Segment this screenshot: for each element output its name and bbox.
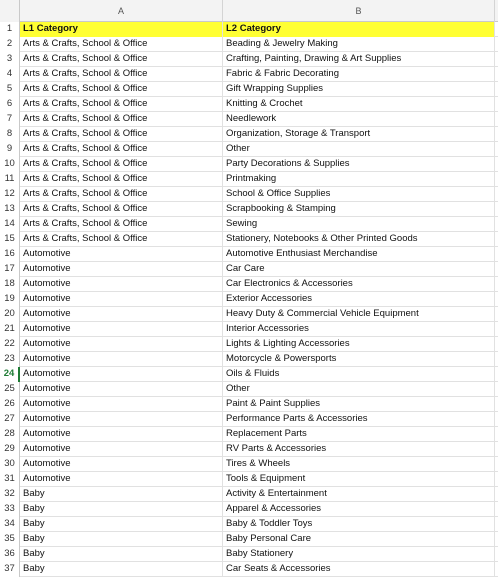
cell-l1-category[interactable]: Automotive — [20, 337, 223, 352]
row-number[interactable]: 15 — [0, 232, 20, 247]
table-row — [0, 292, 498, 307]
table-row — [0, 412, 498, 427]
cell-l2-category[interactable]: Activity & Entertainment — [223, 487, 495, 502]
cell-l2-category[interactable]: Paint & Paint Supplies — [223, 397, 495, 412]
row-number[interactable]: 3 — [0, 52, 20, 67]
table-row — [0, 97, 498, 112]
row-number[interactable]: 21 — [0, 322, 20, 337]
table-row — [0, 472, 498, 487]
table-row — [0, 307, 498, 322]
cell-l1-category[interactable]: Automotive — [20, 367, 223, 382]
cell-l1-category[interactable]: Arts & Crafts, School & Office — [20, 202, 223, 217]
cell-l1-category[interactable]: Arts & Crafts, School & Office — [20, 217, 223, 232]
cell-l2-category[interactable]: Automotive Enthusiast Merchandise — [223, 247, 495, 262]
cell-l1-category[interactable]: Arts & Crafts, School & Office — [20, 67, 223, 82]
row-number[interactable]: 29 — [0, 442, 20, 457]
cell-l1-category[interactable]: Arts & Crafts, School & Office — [20, 112, 223, 127]
cell-l2-category[interactable]: School & Office Supplies — [223, 187, 495, 202]
row-number[interactable]: 9 — [0, 142, 20, 157]
row-number[interactable]: 1 — [0, 22, 20, 37]
cell-l2-category[interactable]: Apparel & Accessories — [223, 502, 495, 517]
cell-l2-category[interactable]: Tools & Equipment — [223, 472, 495, 487]
cell-l2-category[interactable]: Knitting & Crochet — [223, 97, 495, 112]
cell-l2-category[interactable]: Car Seats & Accessories — [223, 562, 495, 577]
table-row — [0, 142, 498, 157]
row-number[interactable]: 2 — [0, 37, 20, 52]
row-number[interactable]: 35 — [0, 532, 20, 547]
row-number[interactable]: 22 — [0, 337, 20, 352]
cell-l1-category[interactable]: Baby — [20, 562, 223, 577]
cell-l2-category[interactable]: Fabric & Fabric Decorating — [223, 67, 495, 82]
header-cell-l2[interactable]: L2 Category — [223, 22, 495, 37]
table-row — [0, 172, 498, 187]
cell-l1-category[interactable]: Automotive — [20, 397, 223, 412]
row-number[interactable]: 28 — [0, 427, 20, 442]
row-number[interactable]: 6 — [0, 97, 20, 112]
cell-l2-category[interactable]: Interior Accessories — [223, 322, 495, 337]
cell-l2-category[interactable]: Baby Stationery — [223, 547, 495, 562]
table-row — [0, 67, 498, 82]
cell-l2-category[interactable]: Printmaking — [223, 172, 495, 187]
table-row — [0, 82, 498, 97]
table-row — [0, 127, 498, 142]
cell-l2-category[interactable]: Motorcycle & Powersports — [223, 352, 495, 367]
table-row — [0, 217, 498, 232]
header-row — [0, 22, 498, 37]
row-number[interactable]: 11 — [0, 172, 20, 187]
cell-l2-category[interactable]: Oils & Fluids — [223, 367, 495, 382]
table-row — [0, 52, 498, 67]
cell-l1-category[interactable]: Arts & Crafts, School & Office — [20, 142, 223, 157]
cell-l1-category[interactable]: Arts & Crafts, School & Office — [20, 82, 223, 97]
cell-l2-category[interactable]: Baby & Toddler Toys — [223, 517, 495, 532]
table-row — [0, 277, 498, 292]
cell-l2-category[interactable]: Heavy Duty & Commercial Vehicle Equipment — [223, 307, 495, 322]
row-number[interactable]: 36 — [0, 547, 20, 562]
cell-l1-category[interactable]: Baby — [20, 502, 223, 517]
cell-l2-category[interactable]: RV Parts & Accessories — [223, 442, 495, 457]
table-row — [0, 442, 498, 457]
cell-l2-category[interactable]: Exterior Accessories — [223, 292, 495, 307]
table-row — [0, 532, 498, 547]
cell-l1-category[interactable]: Automotive — [20, 442, 223, 457]
row-number[interactable]: 24 — [0, 367, 20, 382]
table-row — [0, 547, 498, 562]
cell-l2-category[interactable]: Replacement Parts — [223, 427, 495, 442]
table-row — [0, 457, 498, 472]
table-row — [0, 322, 498, 337]
cell-l1-category[interactable]: Automotive — [20, 457, 223, 472]
table-row — [0, 157, 498, 172]
row-number[interactable]: 12 — [0, 187, 20, 202]
cell-l2-category[interactable]: Lights & Lighting Accessories — [223, 337, 495, 352]
table-row — [0, 502, 498, 517]
sheet-rows — [0, 22, 498, 577]
cell-l2-category[interactable]: Baby Personal Care — [223, 532, 495, 547]
cell-l1-category[interactable]: Baby — [20, 547, 223, 562]
cell-l2-category[interactable]: Gift Wrapping Supplies — [223, 82, 495, 97]
row-number[interactable]: 27 — [0, 412, 20, 427]
cell-l1-category[interactable]: Automotive — [20, 292, 223, 307]
cell-l1-category[interactable]: Arts & Crafts, School & Office — [20, 97, 223, 112]
row-number[interactable]: 13 — [0, 202, 20, 217]
row-number[interactable]: 16 — [0, 247, 20, 262]
cell-l1-category[interactable]: Automotive — [20, 262, 223, 277]
table-row — [0, 487, 498, 502]
table-row — [0, 352, 498, 367]
cell-l2-category[interactable]: Car Care — [223, 262, 495, 277]
cell-l1-category[interactable]: Automotive — [20, 307, 223, 322]
table-row — [0, 397, 498, 412]
table-row — [0, 112, 498, 127]
cell-l2-category[interactable]: Party Decorations & Supplies — [223, 157, 495, 172]
cell-l1-category[interactable]: Automotive — [20, 382, 223, 397]
row-number[interactable]: 10 — [0, 157, 20, 172]
cell-l1-category[interactable]: Arts & Crafts, School & Office — [20, 172, 223, 187]
row-number[interactable]: 25 — [0, 382, 20, 397]
cell-l2-category[interactable]: Needlework — [223, 112, 495, 127]
cell-l2-category[interactable]: Tires & Wheels — [223, 457, 495, 472]
row-number[interactable]: 30 — [0, 457, 20, 472]
row-number[interactable]: 32 — [0, 487, 20, 502]
cell-l2-category[interactable]: Sewing — [223, 217, 495, 232]
row-number[interactable]: 37 — [0, 562, 20, 577]
cell-l2-category[interactable]: Other — [223, 382, 495, 397]
cell-l1-category[interactable]: Baby — [20, 487, 223, 502]
row-number[interactable]: 14 — [0, 217, 20, 232]
cell-l1-category[interactable]: Arts & Crafts, School & Office — [20, 37, 223, 52]
cell-l2-category[interactable]: Stationery, Notebooks & Other Printed Goods — [223, 232, 495, 247]
row-number[interactable]: 31 — [0, 472, 20, 487]
cell-l1-category[interactable]: Automotive — [20, 427, 223, 442]
row-number[interactable]: 7 — [0, 112, 20, 127]
cell-l1-category[interactable]: Baby — [20, 517, 223, 532]
table-row — [0, 247, 498, 262]
cell-l1-category[interactable]: Arts & Crafts, School & Office — [20, 157, 223, 172]
cell-l1-category[interactable]: Arts & Crafts, School & Office — [20, 187, 223, 202]
row-number[interactable]: 17 — [0, 262, 20, 277]
row-number[interactable]: 19 — [0, 292, 20, 307]
cell-l1-category[interactable]: Automotive — [20, 247, 223, 262]
select-all-corner[interactable] — [0, 0, 20, 22]
table-row — [0, 337, 498, 352]
cell-l2-category[interactable]: Scrapbooking & Stamping — [223, 202, 495, 217]
cell-l2-category[interactable]: Crafting, Painting, Drawing & Art Supplies — [223, 52, 495, 67]
table-row — [0, 382, 498, 397]
cell-l1-category[interactable]: Automotive — [20, 322, 223, 337]
column-header-a[interactable]: A — [20, 0, 223, 22]
cell-l2-category[interactable]: Performance Parts & Accessories — [223, 412, 495, 427]
row-number[interactable]: 26 — [0, 397, 20, 412]
row-number[interactable]: 20 — [0, 307, 20, 322]
cell-l1-category[interactable]: Baby — [20, 532, 223, 547]
row-number[interactable]: 5 — [0, 82, 20, 97]
table-row — [0, 37, 498, 52]
table-row — [0, 367, 498, 382]
table-row — [0, 232, 498, 247]
cell-l1-category[interactable]: Automotive — [20, 352, 223, 367]
header-cell-l1[interactable]: L1 Category — [20, 22, 223, 37]
column-header-b[interactable]: B — [223, 0, 495, 22]
cell-l2-category[interactable]: Other — [223, 142, 495, 157]
row-number[interactable]: 4 — [0, 67, 20, 82]
cell-l1-category[interactable]: Arts & Crafts, School & Office — [20, 232, 223, 247]
table-row — [0, 517, 498, 532]
table-row — [0, 202, 498, 217]
cell-l2-category[interactable]: Car Electronics & Accessories — [223, 277, 495, 292]
cell-l1-category[interactable]: Automotive — [20, 412, 223, 427]
table-row — [0, 427, 498, 442]
cell-l1-category[interactable]: Arts & Crafts, School & Office — [20, 127, 223, 142]
row-number[interactable]: 23 — [0, 352, 20, 367]
cell-l2-category[interactable]: Organization, Storage & Transport — [223, 127, 495, 142]
cell-l1-category[interactable]: Automotive — [20, 277, 223, 292]
column-header-bar — [0, 0, 498, 22]
table-row — [0, 262, 498, 277]
row-number[interactable]: 34 — [0, 517, 20, 532]
cell-l1-category[interactable]: Arts & Crafts, School & Office — [20, 52, 223, 67]
row-number[interactable]: 33 — [0, 502, 20, 517]
cell-l1-category[interactable]: Automotive — [20, 472, 223, 487]
table-row — [0, 562, 498, 577]
row-number[interactable]: 18 — [0, 277, 20, 292]
table-row — [0, 187, 498, 202]
cell-l2-category[interactable]: Beading & Jewelry Making — [223, 37, 495, 52]
row-number[interactable]: 8 — [0, 127, 20, 142]
